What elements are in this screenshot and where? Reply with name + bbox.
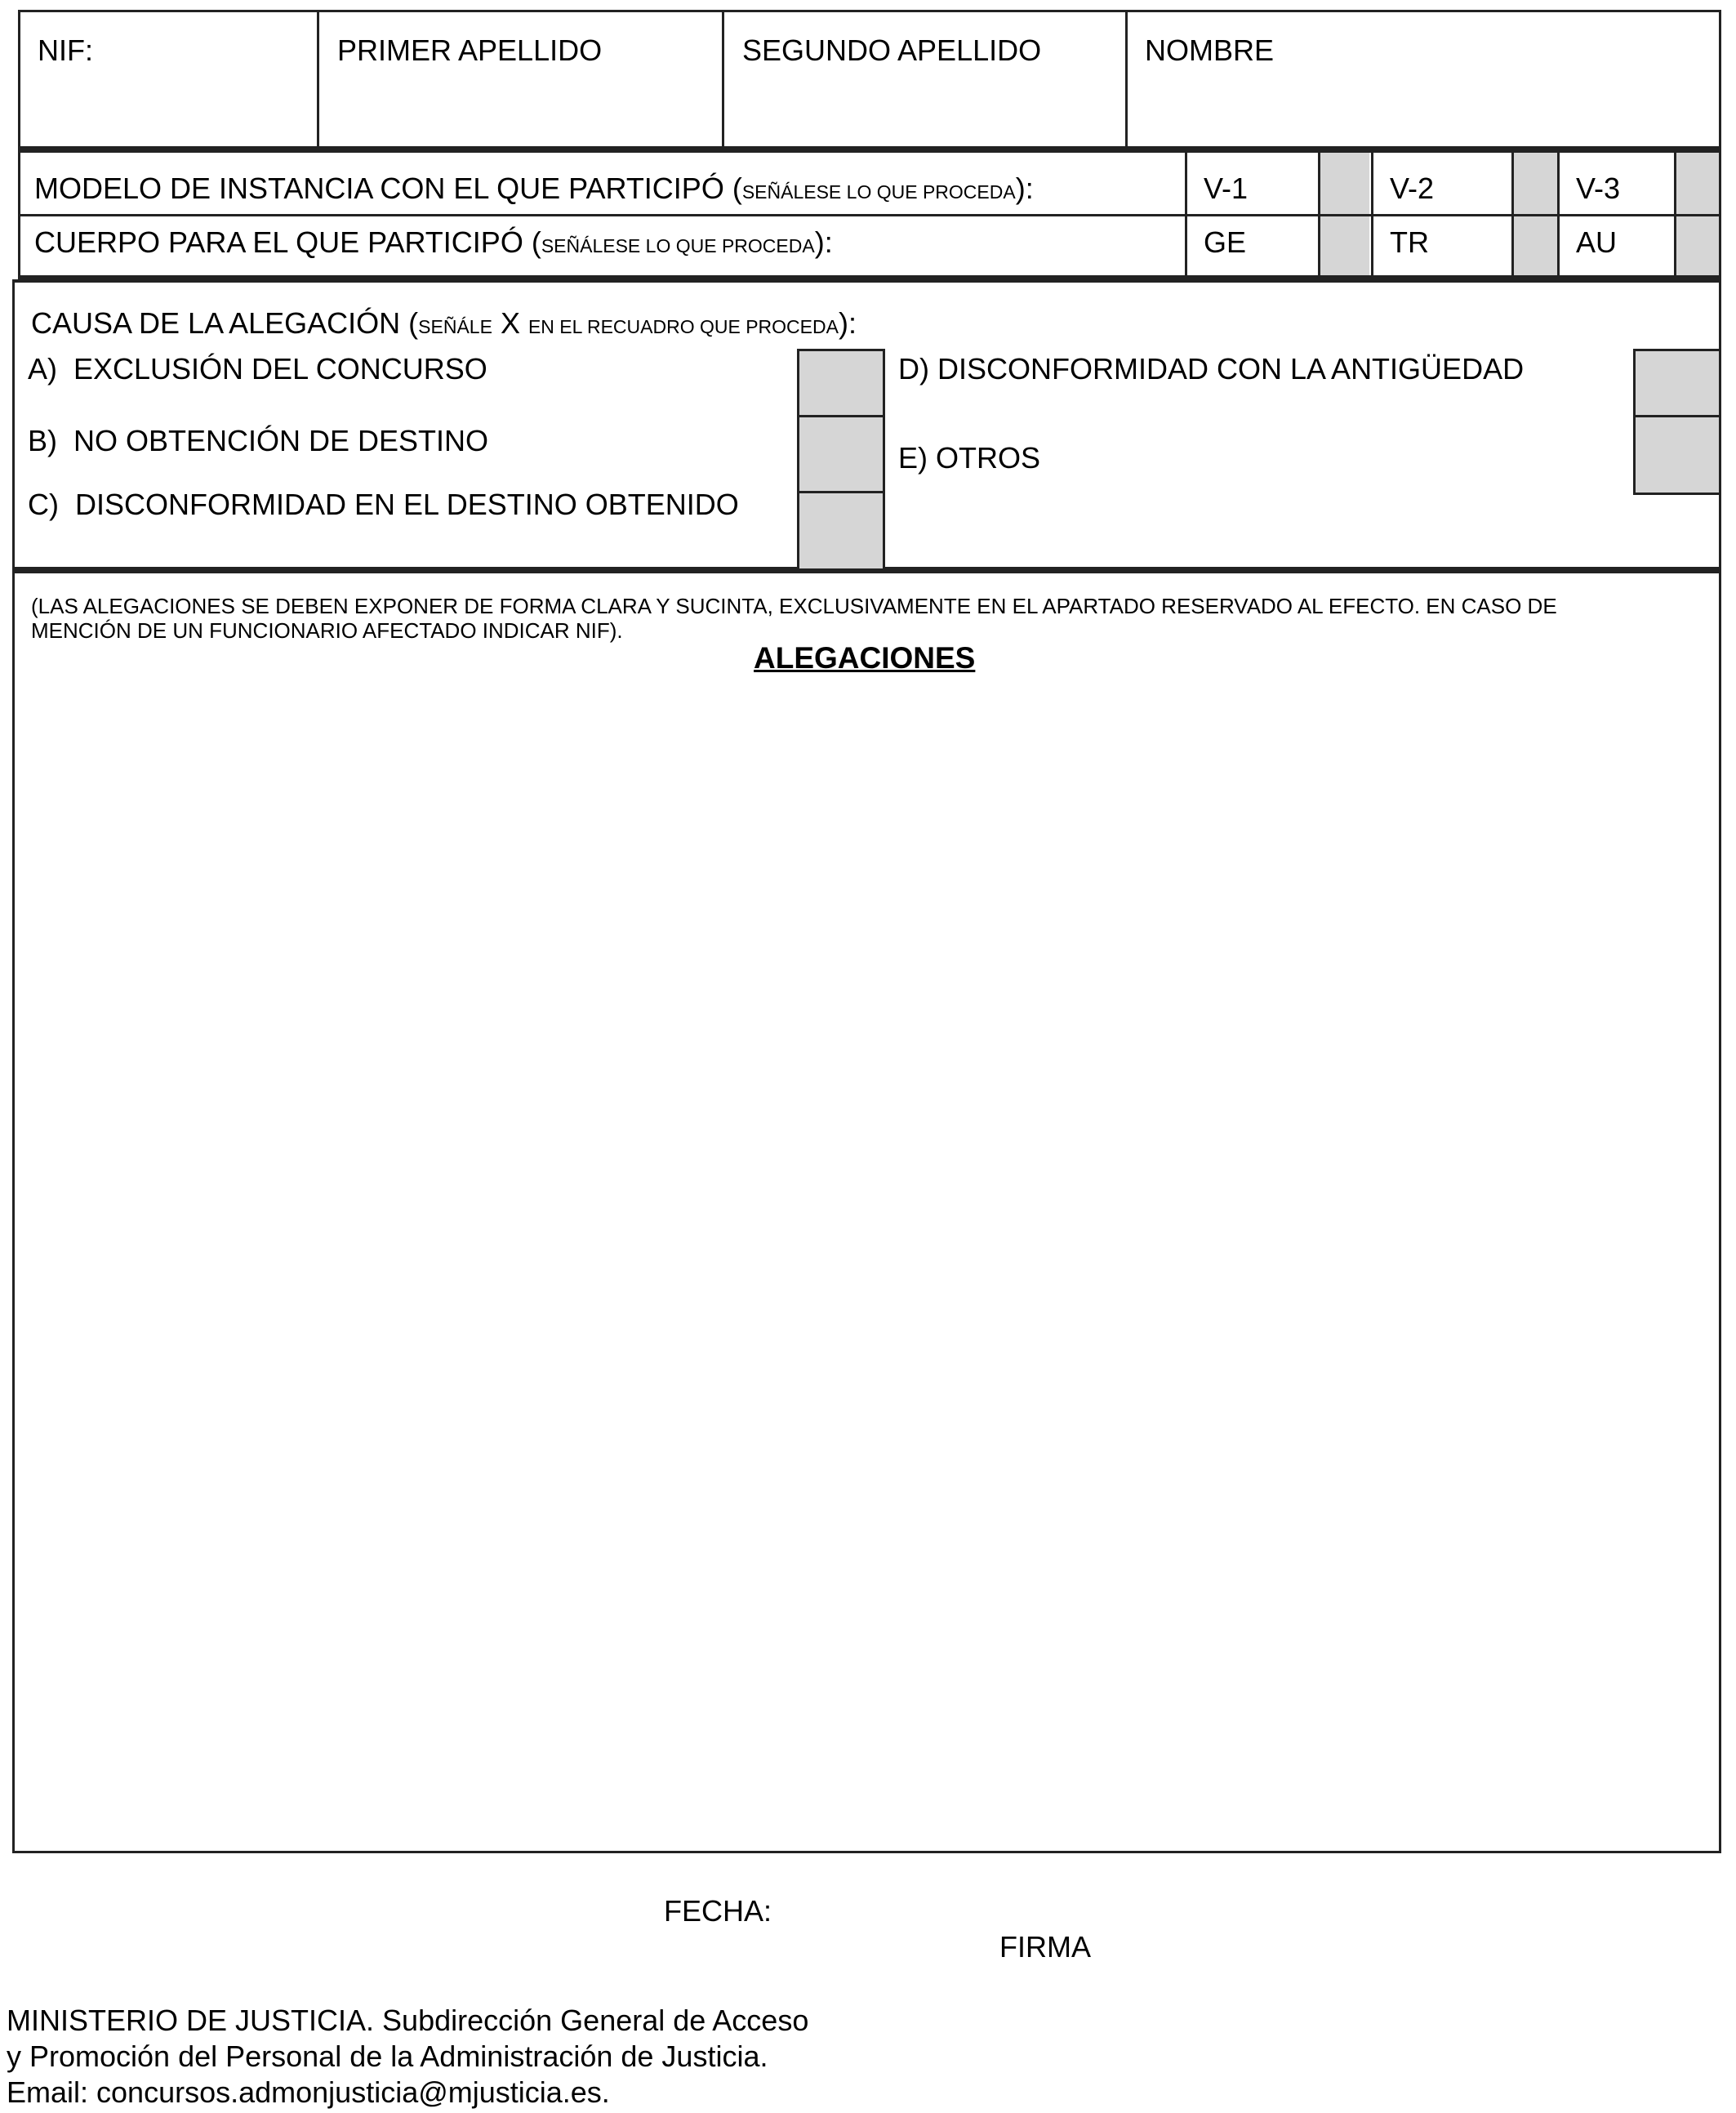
- cause-heading-small-2: EN EL RECUADRO QUE PROCEDA: [527, 316, 839, 337]
- second-surname-field[interactable]: [724, 12, 1124, 146]
- model-label-end: ):: [1015, 172, 1034, 205]
- cause-option-a: A) EXCLUSIÓN DEL CONCURSO: [28, 352, 487, 386]
- divider: [1371, 149, 1373, 279]
- body-label-end: ):: [814, 225, 833, 259]
- ministry-line-2: y Promoción del Personal de la Administración de Justicia.: [7, 2039, 768, 2073]
- body-label-main: CUERPO PARA EL QUE PARTICIPÓ (: [34, 225, 541, 259]
- name-field[interactable]: [1128, 12, 1719, 146]
- cause-option-d: D) DISCONFORMIDAD CON LA ANTIGÜEDAD: [898, 352, 1525, 386]
- model-label: [34, 174, 1034, 203]
- first-surname-label: PRIMER APELLIDO: [337, 33, 603, 67]
- v3-checkbox[interactable]: [1674, 153, 1719, 214]
- model-label-small: SEÑÁLESE LO QUE PROCEDA: [741, 181, 1016, 203]
- cause-d-checkbox[interactable]: [1633, 349, 1721, 417]
- body-label: [34, 225, 833, 259]
- v2-checkbox[interactable]: [1511, 153, 1557, 214]
- option-au: AU: [1576, 225, 1618, 259]
- name-label: NOMBRE: [1145, 33, 1275, 67]
- cause-b-checkbox[interactable]: [797, 415, 885, 493]
- nif-label: NIF:: [38, 33, 93, 67]
- model-label-main: MODELO DE INSTANCIA CON EL QUE PARTICIPÓ (: [34, 172, 742, 205]
- nif-field[interactable]: [20, 12, 316, 146]
- divider: [1185, 149, 1187, 279]
- option-tr: TR: [1390, 225, 1429, 259]
- first-surname-field[interactable]: [319, 12, 721, 146]
- date-label: FECHA:: [664, 1894, 772, 1928]
- cause-a-checkbox[interactable]: [797, 349, 885, 417]
- allegations-instructions: [31, 594, 1557, 643]
- instructions-line-1: (LAS ALEGACIONES SE DEBEN EXPONER DE FORMA CLARA Y SUCINTA, EXCLUSIVAMENTE EN EL APARTADO RESERVADO AL EFECTO. EN CASO DE: [31, 594, 1557, 618]
- second-surname-label: SEGUNDO APELLIDO: [742, 33, 1042, 67]
- instructions-line-2: MENCIÓN DE UN FUNCIONARIO AFECTADO INDICAR NIF).: [31, 618, 623, 643]
- cause-option-c: C) DISCONFORMIDAD EN EL DESTINO OBTENIDO: [28, 488, 739, 521]
- signature-label: FIRMA: [999, 1930, 1091, 1964]
- cause-option-b: B) NO OBTENCIÓN DE DESTINO: [28, 424, 489, 457]
- cause-heading-x: X: [492, 306, 528, 340]
- ge-checkbox[interactable]: [1318, 216, 1369, 275]
- ministry-contact: [7, 2003, 808, 2111]
- cause-c-checkbox[interactable]: [797, 491, 885, 568]
- cause-heading-main: CAUSA DE LA ALEGACIÓN (: [31, 306, 419, 340]
- cause-heading: [31, 306, 857, 340]
- ministry-line-3: Email: concursos.admonjusticia@mjusticia.es.: [7, 2075, 610, 2109]
- date-field[interactable]: [784, 1887, 1111, 1932]
- option-v2: V-2: [1390, 172, 1435, 205]
- allegations-text-area[interactable]: [18, 686, 1716, 1846]
- ministry-line-1: MINISTERIO DE JUSTICIA. Subdirección General de Acceso: [7, 2004, 809, 2037]
- divider: [18, 214, 1721, 216]
- divider: [1557, 149, 1560, 279]
- body-label-small: SEÑÁLESE LO QUE PROCEDA: [541, 235, 815, 256]
- au-checkbox[interactable]: [1674, 216, 1719, 275]
- option-ge: GE: [1204, 225, 1247, 259]
- allegations-title: ALEGACIONES: [754, 641, 976, 675]
- v1-checkbox[interactable]: [1318, 153, 1369, 214]
- cause-option-e: E) OTROS: [898, 441, 1041, 475]
- tr-checkbox[interactable]: [1511, 216, 1557, 275]
- cause-e-checkbox[interactable]: [1633, 415, 1721, 495]
- cause-heading-end: ):: [838, 306, 857, 340]
- option-v1: V-1: [1204, 172, 1249, 205]
- cause-heading-small-1: SEÑÁLE: [418, 316, 492, 337]
- option-v3: V-3: [1576, 172, 1621, 205]
